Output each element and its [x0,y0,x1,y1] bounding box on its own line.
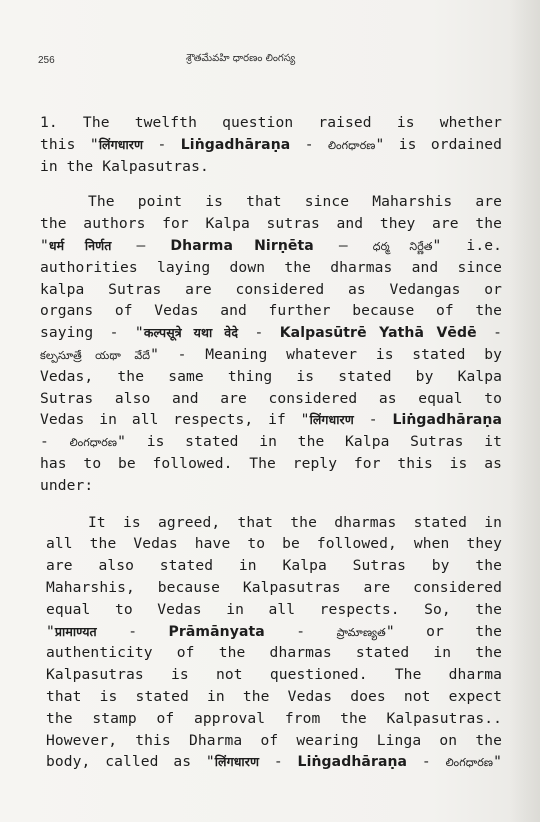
text-line: The point is that since Maharshis are [88,193,502,211]
devanagari-term: लिंगधारण [214,754,260,770]
text-run: - [40,433,70,451]
text-line: the authors for Kalpa sutras and they are the [40,215,502,233]
text-run: " [46,622,55,640]
text-run: – [313,236,373,254]
paragraph-2 [40,191,502,496]
devanagari-term: प्रामाण्यत [54,623,97,639]
text-line [40,322,502,344]
text-line: authenticity of the dharmas stated in the [46,644,502,662]
text-run: - [407,753,446,771]
text-line: that is stated in the Vedas does not expect [46,687,502,705]
text-line: kalpa Sutras are considered as Vedangas or [40,280,502,298]
page-number: 256 [38,55,55,66]
text-line: Vedas, the same thing is stated by Kalpa [40,367,502,385]
text-line: However, this Dharma of wearing Linga on the [46,731,502,749]
text-run: " - Meaning whatever is stated by [150,345,502,363]
text-run: " or the [385,622,502,640]
text-line: are also stated in Kalpa Sutras by the [46,557,502,575]
page-header [0,50,540,70]
telugu-term: కల్పసూత్రే యథా వేదే [40,348,151,362]
paragraph-1 [40,112,502,177]
text-line [40,431,502,453]
transliterated-term: Liṅgadhāraṇa [297,754,408,771]
text-run: – [111,236,171,254]
text-run: - [264,622,337,640]
devanagari-term: लिंगधारण [98,136,144,152]
transliterated-term: Liṅgadhāraṇa [180,136,291,153]
text-line [40,751,502,773]
telugu-term: లింగధారణ [69,436,118,450]
text-line [40,621,502,643]
transliterated-term: Kalpasūtrē Yathā Vēdē [279,325,477,342]
text-line: equal to Vedas in all respects. So, the [46,600,502,618]
text-run: - [476,324,502,342]
transliterated-term: Liṅgadhāraṇa [392,412,502,429]
text-run: - [259,753,298,771]
text-run: " [493,753,502,771]
text-run: " is stated in the Kalpa Sutras it [117,433,502,451]
telugu-term: ధర్మ నిర్ణేత [372,239,433,253]
text-run: Vedas in all respects, if " [40,411,310,429]
text-line: Maharshis, because Kalpasutras are considered [46,578,502,596]
telugu-term: లింగధారణ [327,138,376,152]
text-line: the stamp of approval from the Kalpasutras.. [46,709,502,727]
text-line: under: [40,476,94,494]
text-line: It is agreed, that the dharmas stated in [88,513,502,531]
paragraph-3 [40,512,502,774]
text-line: Kalpasutras is not questioned. The dharma [46,666,502,684]
text-run: - [290,135,328,153]
text-run: saying - " [40,324,144,342]
text-run: " i.e. [432,236,502,254]
text-line [40,344,502,366]
text-line: Sutras also and are considered as equal to [40,389,502,407]
text-run: this " [40,135,99,153]
text-line: organs of Vedas and further because of the [40,302,502,320]
text-line [40,235,502,257]
devanagari-term: धर्म निर्णत [48,237,112,253]
text-run: body, called as " [46,753,215,771]
telugu-term: లింగధారణ [445,756,494,770]
text-run: - [96,622,169,640]
body-text [40,112,502,773]
text-run: " is ordained [375,135,502,153]
text-line: all the Vedas have to be followed, when they [46,535,502,553]
running-title: శ్రౌతమేవహి ధారణం లింగస్య [186,53,296,64]
devanagari-term: कल्पसूत्रे यथा वेदे [143,325,239,341]
text-run: - [238,324,280,342]
text-run: - [143,135,181,153]
page-edge-shadow [510,0,540,822]
text-line [40,409,502,431]
text-line: has to be followed. The reply for this is as [40,454,502,472]
text-run: - [353,411,393,429]
transliterated-term: Dharma Nirṇēta [170,237,314,254]
text-line [40,134,502,156]
text-line: authorities laying down the dharmas and since [40,258,502,276]
text-line: 1. The twelfth question raised is whether [40,114,502,131]
transliterated-term: Prāmānyata [168,623,265,640]
telugu-term: ప్రామాణ్యత [336,625,386,639]
devanagari-term: लिंगधारण [309,412,354,428]
text-run: " [40,236,49,254]
text-line: in the Kalpasutras. [40,157,209,175]
